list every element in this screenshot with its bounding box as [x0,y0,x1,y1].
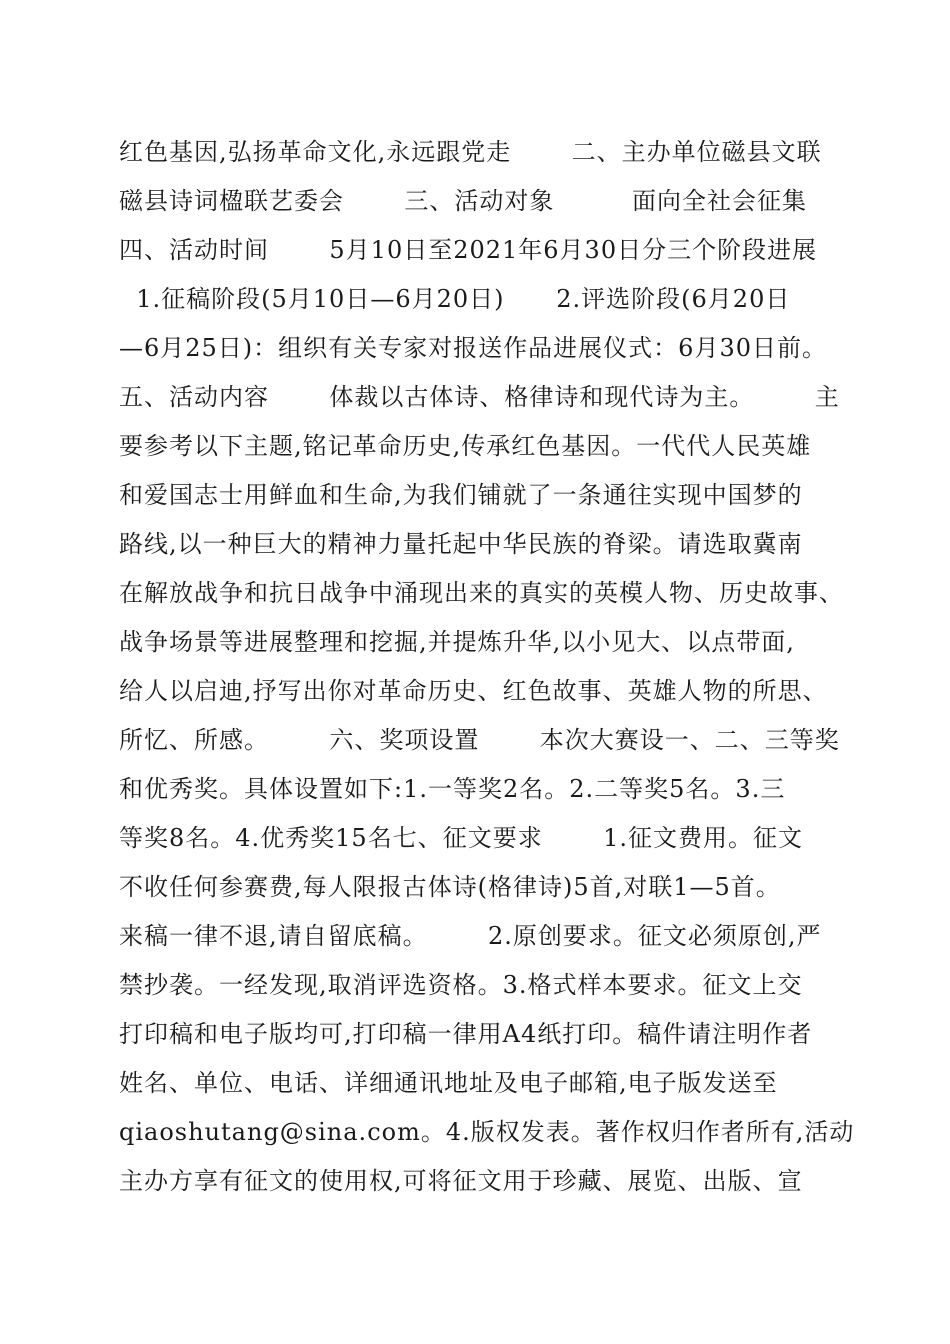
text-line: 路线,以一种巨大的精神力量托起中华民族的脊梁。请选取冀南 [119,530,803,558]
text-line: 打印稿和电子版均可,打印稿一律用A4纸打印。稿件请注明作者 [119,1020,813,1048]
text-line: 红色基因,弘扬革命文化,永远跟党走 二、主办单位磁县文联 [119,138,822,166]
text-line: 给人以启迪,抒写出你对革命历史、红色故事、英雄人物的所思、 [119,677,828,705]
text-line: 战争场景等进展整理和挖掘,并提炼升华,以小见大、以点带面, [119,628,795,656]
text-line: 磁县诗词楹联艺委会 三、活动对象 面向全社会征集 [119,187,808,215]
text-line: —6月25日)：组织有关专家对报送作品进展仪式：6月30日前。 [119,334,827,362]
text-line: 主办方享有征文的使用权,可将征文用于珍藏、展览、出版、宣 [119,1167,803,1195]
text-line: 五、活动内容 体裁以古体诗、格律诗和现代诗为主。 主 [119,383,840,411]
text-line: 来稿一律不退,请自留底稿。 2.原创要求。征文必须原创,严 [119,922,822,950]
text-line: 在解放战争和抗日战争中涌现出来的真实的英模人物、历史故事、 [119,579,844,607]
text-line: 和爱国志士用鲜血和生命,为我们铺就了一条通往实现中国梦的 [119,481,803,509]
text-line: 所忆、所感。 六、奖项设置 本次大赛设一、二、三等奖 [119,726,840,754]
text-line: 要参考以下主题,铭记革命历史,传承红色基因。一代代人民英雄 [119,432,812,460]
text-line: 等奖8名。4.优秀奖15名七、征文要求 1.征文费用。征文 [119,824,804,852]
text-line: 1.征稿阶段(5月10日—6月20日) 2.评选阶段(6月20日 [119,285,791,313]
text-line: 姓名、单位、电话、详细通讯地址及电子邮箱,电子版发送至 [119,1069,778,1097]
body-text [119,134,859,1212]
text-line: 不收任何参赛费,每人限报古体诗(格律诗)5首,对联1—5首。 [119,873,781,901]
text-line: 四、活动时间 5月10日至2021年6月30日分三个阶段进展 [119,236,818,264]
text-line: qiaoshutang@sina.com。4.版权发表。著作权归作者所有,活动 [119,1118,855,1146]
text-line: 和优秀奖。具体设置如下:1.一等奖2名。2.二等奖5名。3.三 [119,775,786,803]
text-line: 禁抄袭。一经发现,取消评选资格。3.格式样本要求。征文上交 [119,971,803,999]
